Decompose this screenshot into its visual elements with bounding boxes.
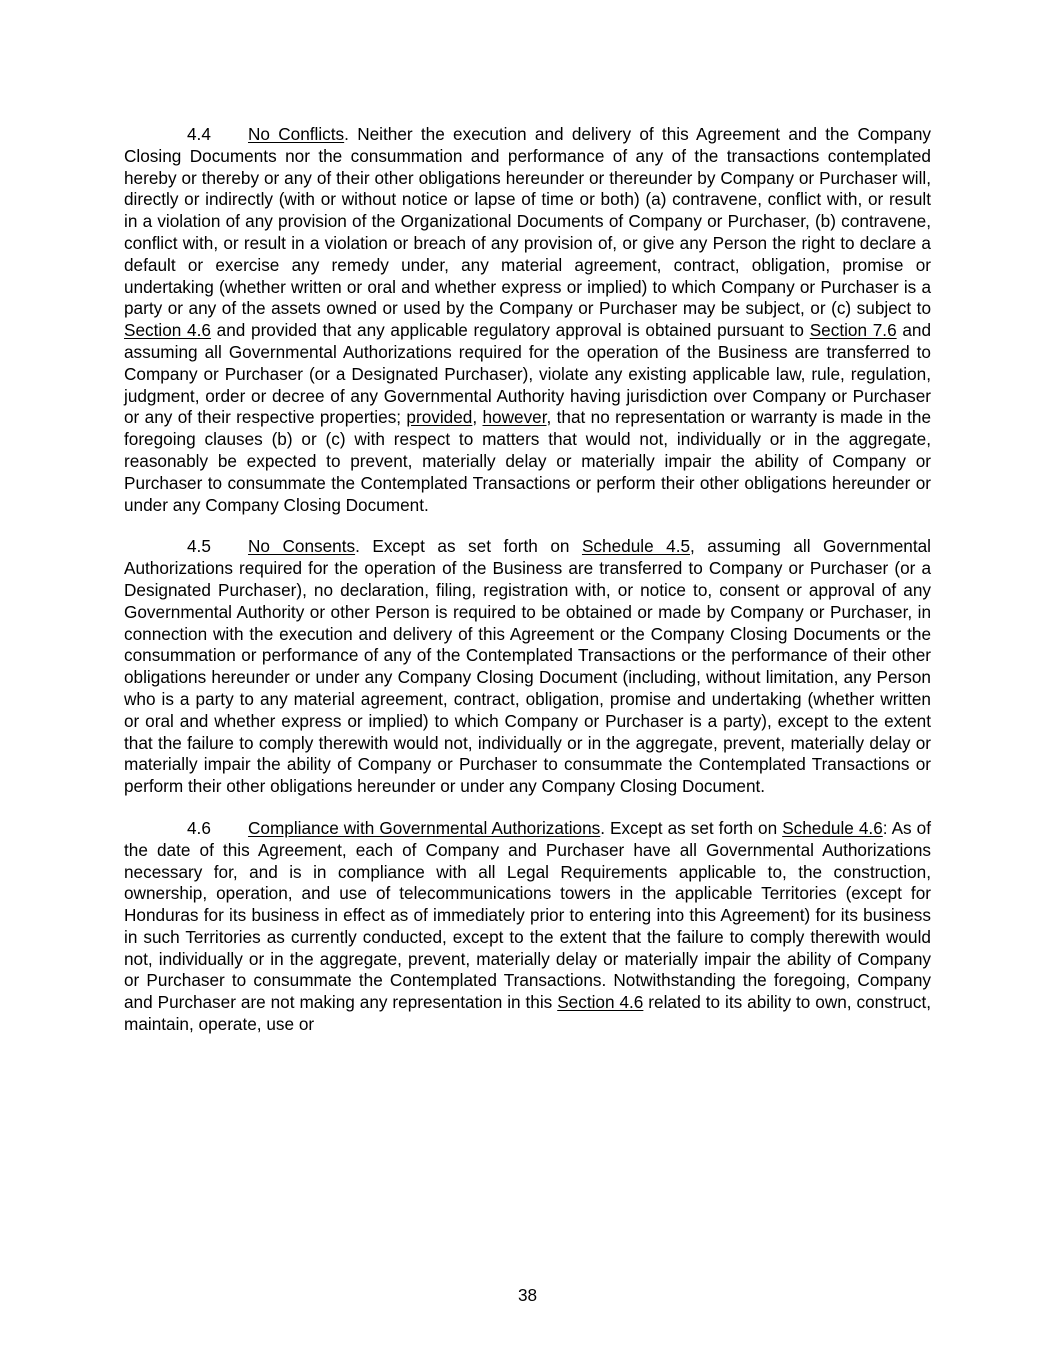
body-text: , (472, 407, 483, 428)
cross-reference: Section 7.6 (809, 320, 897, 341)
body-text: , that no representation or warranty is made in the foregoing clauses (b) or (c) with respect to matters that would not, individually or in the aggregate, reasonably be expected to prevent, materially delay or materially impair the ability of Company or Purchaser to consummate the Contemplated Transactions or perform their other obligations hereunder or under any Company Closing Document. (124, 407, 931, 515)
body-text: and assuming all Governmental Authorizations required for the operation of the Business are transferred to Company or Purchaser (or a Designated Purchaser), violate any existing applicable law, rule, regulation, judgment, order or decree of any Governmental Authority having jurisdiction over Company or Purchaser or any of their respective properties; (124, 320, 932, 428)
cross-reference: Schedule 4.6 (782, 817, 883, 838)
section-number: 4.4 (187, 124, 211, 144)
section-4-4 (124, 124, 931, 516)
body-text: . Neither the execution and delivery of this Agreement and the Company Closing Documents nor the consummation and performance of any of the transactions contemplated hereby or thereby or any of their other obligations hereunder or thereunder by Company or Purchaser will, directly or indirectly (with or without notice or lapse of time or both) (a) contravene, conflict with, or result in a violation of any provision of the Organizational Documents of Company or Purchaser, (b) contravene, conflict with, or result in a violation or breach of any provision of, or give any Person the right to declare a default or exercise any remedy under, any material agreement, contract, obligation, promise or undertaking (whether written or oral and whether express or implied) to which Company or Purchaser is a party or any of the assets owned or used by the Company or Purchaser may be subject, or (c) subject to (124, 124, 931, 319)
body-text: . Except as set forth on (600, 817, 783, 838)
cross-reference: Section 4.6 (124, 320, 211, 341)
section-heading: No Consents (248, 536, 356, 557)
cross-reference: provided (406, 407, 473, 428)
section-body (124, 124, 931, 515)
cross-reference: Schedule 4.5 (581, 536, 691, 557)
section-4-6 (124, 818, 931, 1036)
page-number: 38 (517, 1285, 538, 1305)
section-body (124, 536, 931, 796)
body-text: , assuming all Governmental Authorizations required for the operation of the Business are transferred to Company or Purchaser (or a Designated Purchaser), no declaration, filing, registration with, or notice to, consent or approval of any Governmental Authority or other Person is required to be obtained or made by Company or Purchaser, in connection with the execution and delivery of this Agreement or the Company Closing Documents or the consummation or performance of any of the Contemplated Transactions or the performance of their other obligations hereunder or under any Company Closing Document (including, without limitation, any Person who is a party to any material agreement, contract, obligation, promise and undertaking (whether written or oral and whether express or implied) to which Company or Purchaser is a party), except to the extent that the failure to comply therewith would not, individually or in the aggregate, prevent, materially delay or materially impair the ability of Company or Purchaser to consummate the Contemplated Transactions or perform their other obligations hereunder or under any Company Closing Document. (124, 536, 931, 797)
section-heading: Compliance with Governmental Authorizations (248, 817, 601, 838)
cross-reference: however (482, 407, 547, 428)
document-page (124, 124, 931, 1056)
section-4-5 (124, 536, 931, 798)
body-text: : As of the date of this Agreement, each of Company and Purchaser have all Governmental Authorizations necessary for, and is in compliance with all Legal Requirements applicable to, the construction, ownership, operation, and use of telecommunications towers in the applicable Territories (except for Honduras for its business in effect as of immediately prior to entering into this Agreement) for its business in such Territories as currently conducted, except to the extent that the failure to comply therewith would not, individually or in the aggregate, prevent, materially delay or materially impair the ability of Company or Purchaser to consummate the Contemplated Transactions. Notwithstanding the foregoing, Company and Purchaser are not making any representation in this (124, 817, 931, 1013)
body-text: and provided that any applicable regulatory approval is obtained pursuant to (210, 320, 810, 341)
section-body (124, 818, 931, 1034)
section-number: 4.6 (187, 817, 211, 838)
cross-reference: Section 4.6 (557, 992, 644, 1013)
section-heading: No Conflicts (248, 124, 345, 144)
body-text: related to its ability to own, construct, maintain, operate, use or (124, 992, 931, 1035)
section-number: 4.5 (187, 536, 211, 557)
body-text: . Except as set forth on (355, 536, 582, 557)
